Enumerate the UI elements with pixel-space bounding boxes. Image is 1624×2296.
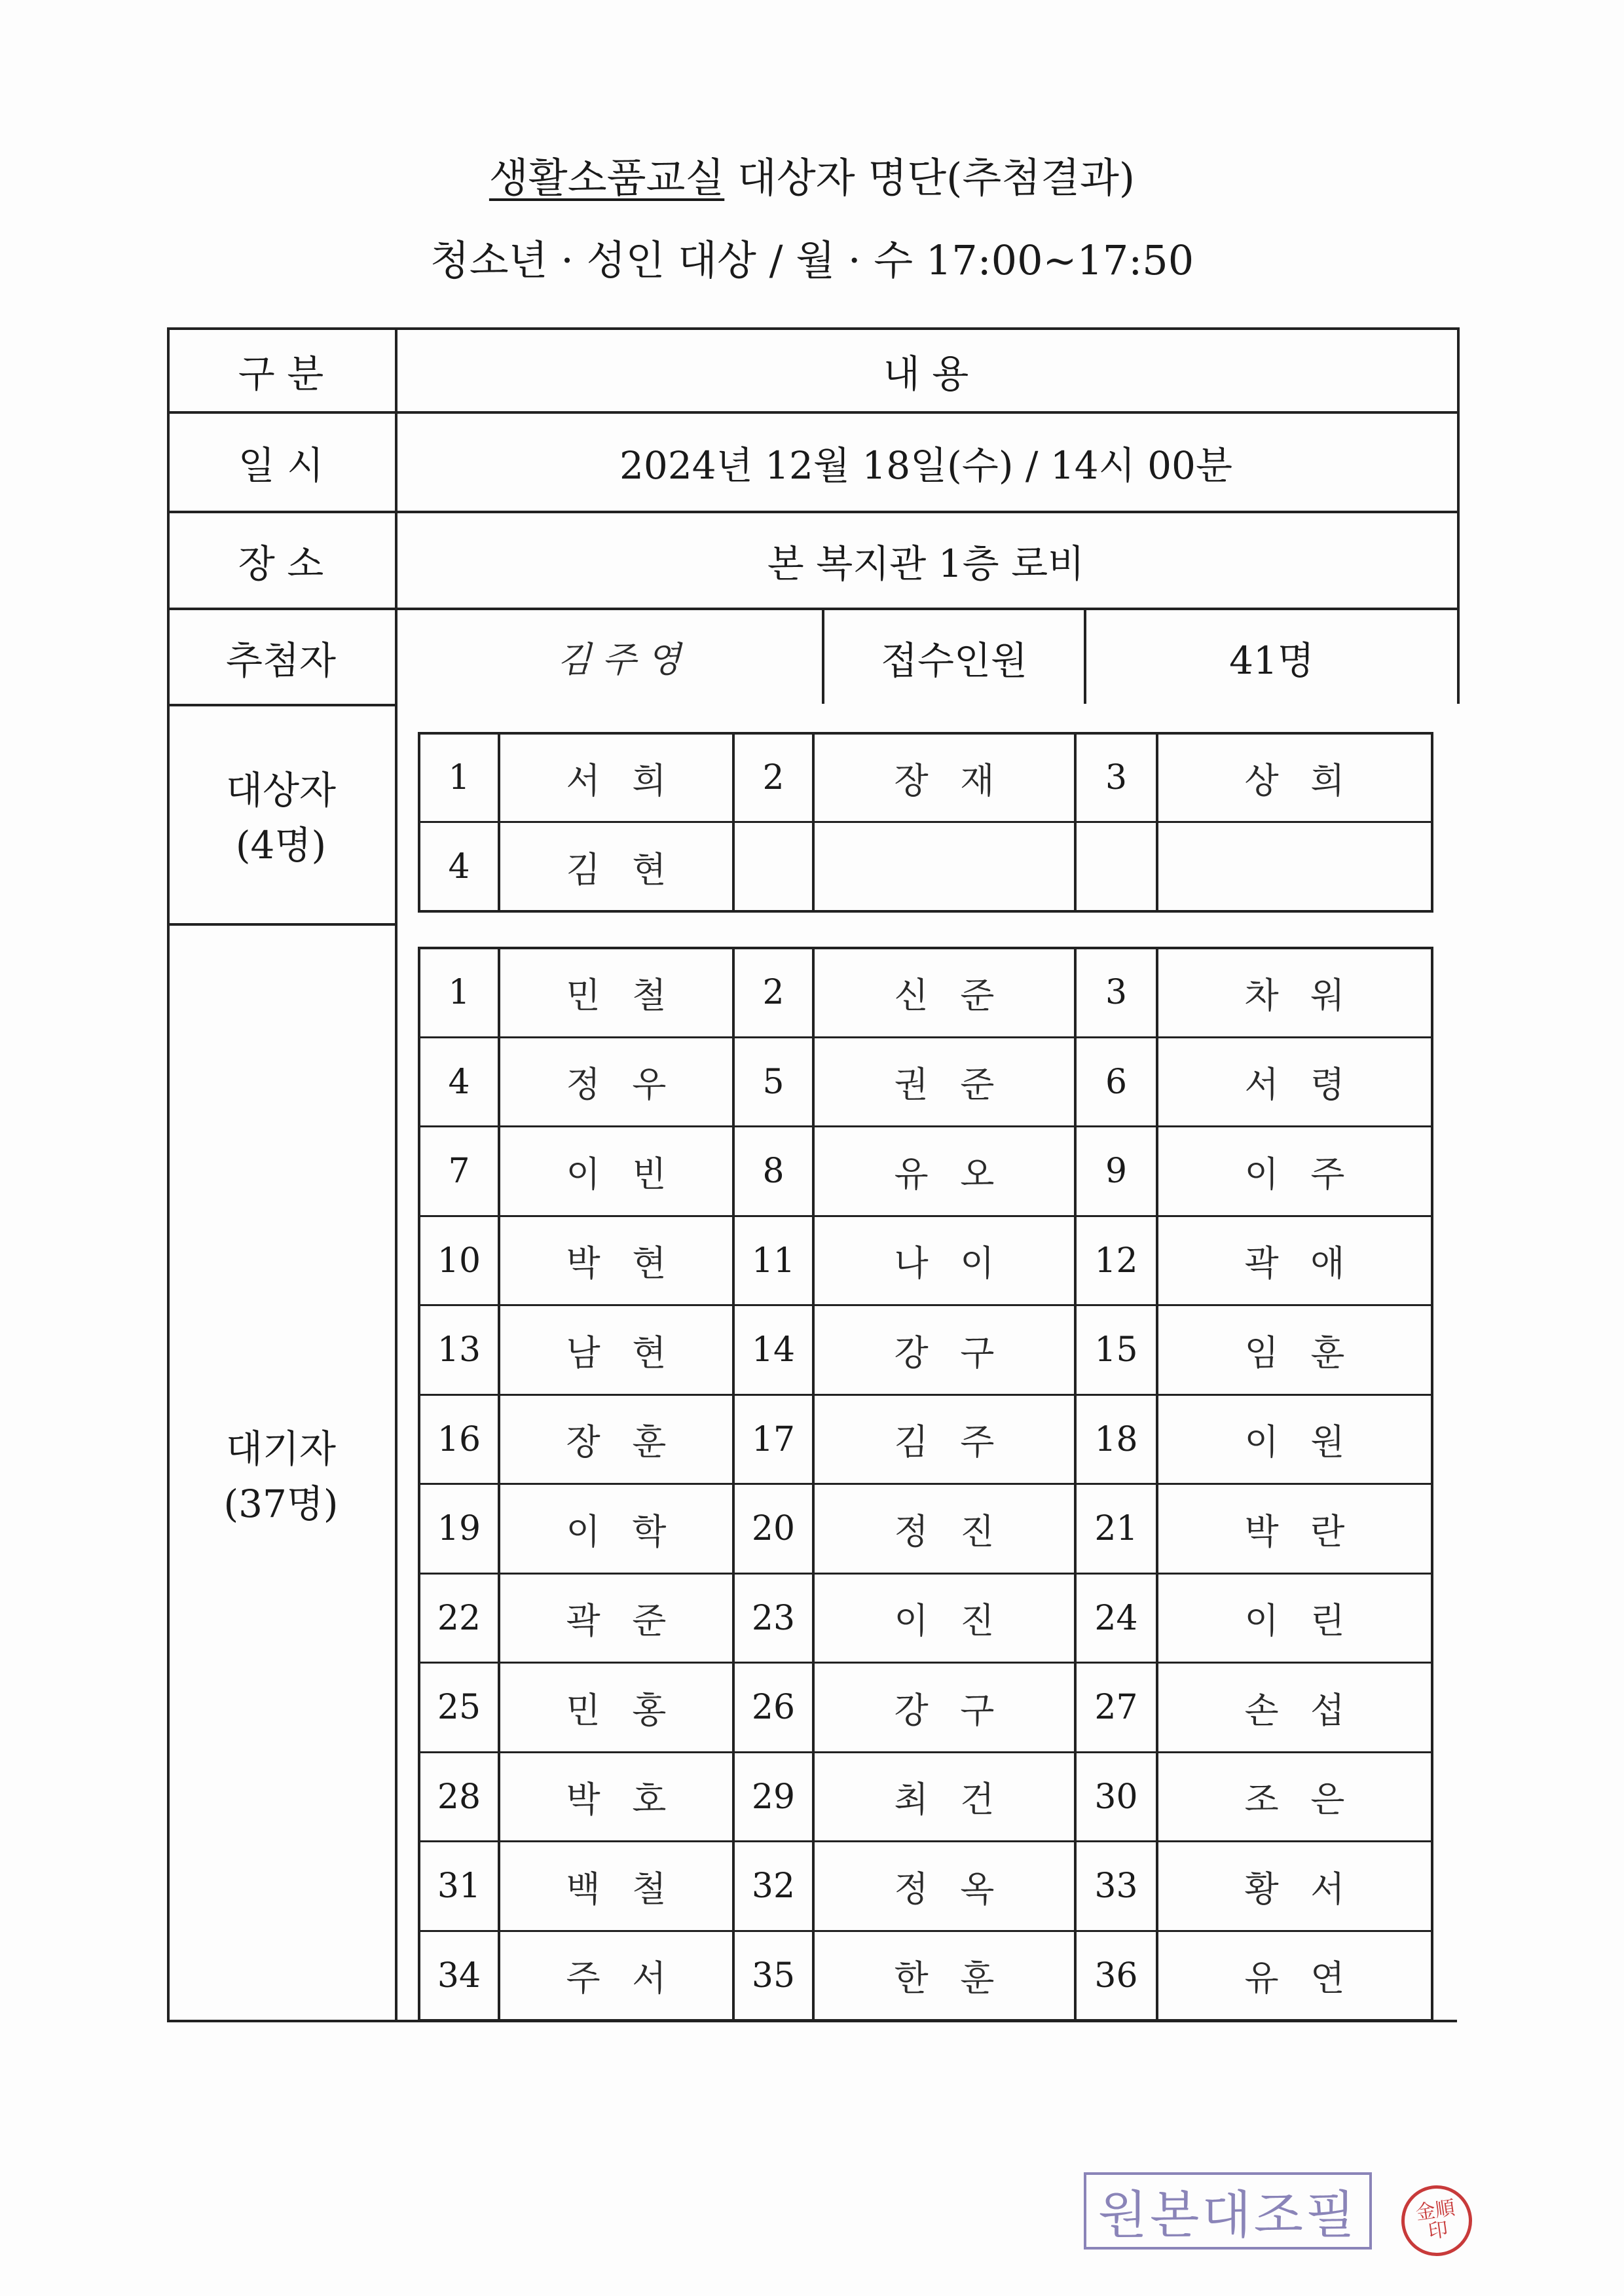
table-border [418, 1483, 1433, 1485]
waiting-name: 조은 [1244, 1779, 1377, 1821]
waiting-name: 곽준 [566, 1600, 699, 1642]
waiting-name: 황서 [1244, 1868, 1377, 1910]
title-program: 생활소품교실 [489, 154, 725, 202]
waiting-number: 8 [762, 1152, 784, 1192]
datetime-value: 2024년 12월 18일(수) / 14시 00분 [619, 443, 1232, 488]
table-border [418, 1751, 1433, 1753]
selected-number: 4 [448, 847, 470, 886]
waiting-number: 12 [1094, 1241, 1138, 1281]
waiting-name: 유오 [894, 1153, 1027, 1195]
waiting-number: 25 [437, 1688, 481, 1728]
table-border [418, 1662, 1433, 1664]
waiting-number: 26 [751, 1688, 796, 1728]
header-label-cell: 구 분 [238, 352, 324, 396]
selected-name [1158, 824, 1431, 910]
seal-text: 金順 印 [1414, 2196, 1456, 2244]
waiting-number: 24 [1094, 1598, 1138, 1638]
certified-copy-stamp: 원본대조필 [1084, 2172, 1372, 2250]
waiting-name: 박현 [566, 1243, 699, 1285]
table-border [418, 1840, 1433, 1842]
waiting-label-cell [167, 926, 395, 2020]
waiting-number: 1 [448, 973, 470, 1013]
waiting-name: 이빈 [566, 1153, 699, 1195]
waiting-name: 임훈 [1244, 1332, 1377, 1374]
waiting-name: 신준 [894, 974, 1027, 1016]
waiting-number: 17 [751, 1419, 796, 1459]
waiting-number: 13 [437, 1330, 481, 1370]
selected-number: 2 [762, 758, 784, 797]
header-content-cell: 내 용 [883, 352, 969, 396]
table-border [418, 1215, 1433, 1217]
received-label: 접수인원 [880, 638, 1028, 683]
selected-name: 서희 [566, 759, 699, 801]
waiting-name: 민홍 [566, 1689, 699, 1731]
waiting-number: 28 [437, 1777, 481, 1817]
waiting-number: 18 [1094, 1419, 1138, 1459]
title-rest: 대상자 명단(추첨결과) [724, 154, 1135, 202]
waiting-number: 22 [437, 1598, 481, 1638]
waiting-number: 34 [437, 1956, 481, 1995]
waiting-number: 21 [1094, 1509, 1138, 1549]
waiting-label: 대기자 [225, 1426, 337, 1471]
waiting-name: 장훈 [566, 1421, 699, 1463]
waiting-name: 박호 [566, 1779, 699, 1821]
selected-label: 대상자 [225, 768, 337, 812]
selected-number [1077, 824, 1156, 910]
table-border [418, 1930, 1433, 1932]
table-border [418, 910, 1433, 913]
waiting-name: 강구 [894, 1689, 1027, 1731]
waiting-name: 주서 [566, 1958, 699, 1999]
waiting-name: 이린 [1244, 1600, 1377, 1642]
waiting-name: 박란 [1244, 1510, 1377, 1552]
waiting-number: 33 [1094, 1867, 1138, 1906]
waiting-count: (37명) [223, 1481, 339, 1526]
waiting-number: 7 [448, 1152, 470, 1192]
waiting-number: 16 [437, 1419, 481, 1459]
waiting-number: 11 [751, 1241, 796, 1281]
table-border [1457, 609, 1460, 704]
selected-number [735, 824, 812, 910]
selected-number: 1 [448, 758, 470, 797]
waiting-number: 29 [751, 1777, 796, 1817]
waiting-name: 이학 [566, 1510, 699, 1552]
waiting-name: 이원 [1244, 1421, 1377, 1463]
waiting-name: 곽애 [1244, 1243, 1377, 1285]
waiting-name: 김주 [894, 1421, 1027, 1463]
selected-count: (4명) [235, 823, 327, 867]
waiting-name: 최건 [894, 1779, 1027, 1821]
waiting-number: 20 [751, 1509, 796, 1549]
document-subtitle: 청소년 · 성인 대상 / 월 · 수 17:00~17:50 [430, 236, 1194, 284]
table-border [418, 1036, 1433, 1038]
selected-name: 장재 [894, 759, 1027, 801]
received-value: 41명 [1229, 638, 1314, 683]
waiting-name: 이진 [894, 1600, 1027, 1642]
selected-name [815, 824, 1074, 910]
waiting-name: 권준 [894, 1064, 1027, 1106]
table-border [418, 1573, 1433, 1575]
waiting-name: 정옥 [894, 1868, 1027, 1910]
waiting-name: 나이 [894, 1243, 1027, 1285]
drawer-label: 추첨자 [225, 638, 337, 683]
table-border [418, 1125, 1433, 1127]
waiting-number: 36 [1094, 1956, 1138, 1995]
selected-label-cell [167, 706, 395, 922]
waiting-name: 이주 [1244, 1153, 1377, 1195]
table-border [1431, 947, 1433, 2022]
waiting-number: 15 [1094, 1330, 1138, 1370]
selected-name: 김현 [566, 848, 699, 890]
document-title [0, 145, 1624, 211]
datetime-label: 일 시 [238, 443, 324, 488]
table-border [418, 2019, 1433, 2022]
waiting-name: 백철 [566, 1868, 699, 1910]
waiting-number: 30 [1094, 1777, 1138, 1817]
table-border [418, 1394, 1433, 1396]
table-border [418, 821, 1433, 823]
waiting-number: 14 [751, 1330, 796, 1370]
waiting-name: 남현 [566, 1332, 699, 1374]
table-border [1431, 732, 1433, 913]
table-border [418, 1304, 1433, 1306]
official-seal [1397, 2181, 1477, 2261]
waiting-number: 19 [437, 1509, 481, 1549]
waiting-name: 차워 [1244, 974, 1377, 1016]
waiting-number: 5 [762, 1062, 784, 1102]
waiting-name: 민철 [566, 974, 699, 1016]
waiting-number: 2 [762, 973, 784, 1013]
waiting-name: 정우 [566, 1064, 699, 1106]
table-border [1457, 327, 1460, 609]
waiting-number: 31 [437, 1867, 481, 1906]
waiting-number: 23 [751, 1598, 796, 1638]
waiting-name: 한훈 [894, 1958, 1027, 1999]
waiting-name: 유연 [1244, 1958, 1377, 1999]
waiting-number: 3 [1105, 973, 1128, 1013]
waiting-name: 강구 [894, 1332, 1027, 1374]
waiting-number: 32 [751, 1867, 796, 1906]
waiting-number: 27 [1094, 1688, 1138, 1728]
selected-number: 3 [1105, 758, 1128, 797]
selected-name: 상희 [1244, 759, 1377, 801]
drawer-signature: 김주영 [557, 639, 692, 680]
waiting-number: 6 [1105, 1062, 1128, 1102]
waiting-number: 10 [437, 1241, 481, 1281]
waiting-name: 서령 [1244, 1064, 1377, 1106]
waiting-number: 35 [751, 1956, 796, 1995]
waiting-name: 정진 [894, 1510, 1027, 1552]
waiting-name: 손섭 [1244, 1689, 1377, 1731]
waiting-number: 9 [1105, 1152, 1128, 1192]
waiting-number: 4 [448, 1062, 470, 1102]
place-value: 본 복지관 1층 로비 [767, 541, 1085, 586]
place-label: 장 소 [238, 541, 324, 586]
